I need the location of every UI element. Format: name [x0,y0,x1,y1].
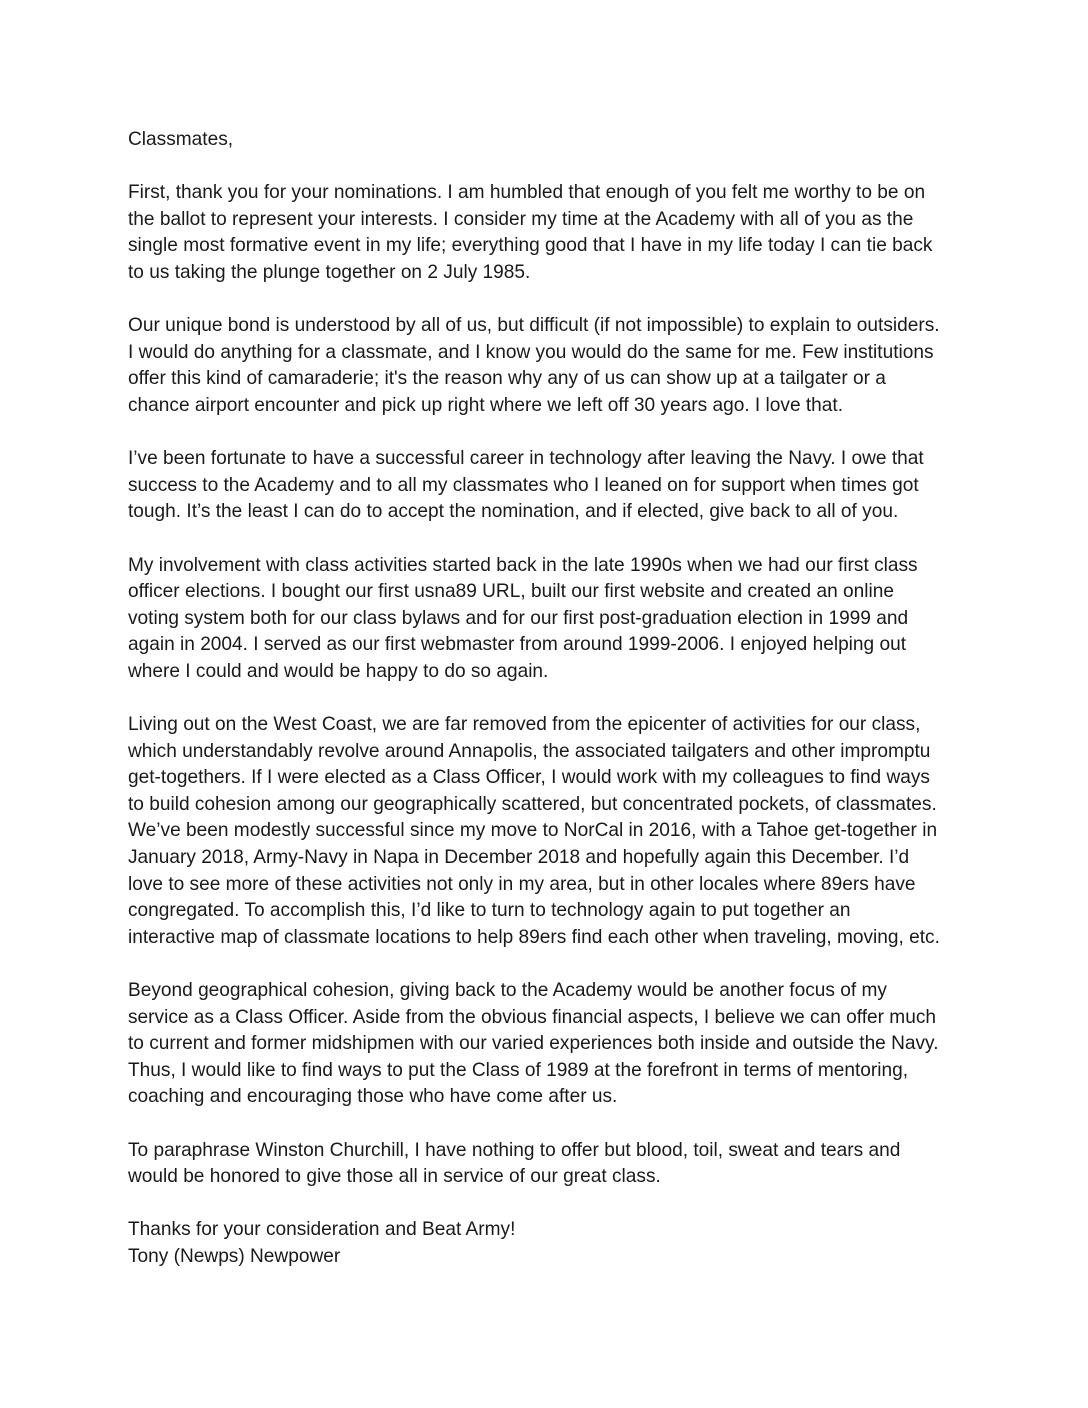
closing-block [128,1217,973,1270]
text-line: to build cohesion among our geographically scattered, but concentrated pockets, of classmates. [128,793,937,815]
text-line: to current and former midshipmen with our varied experiences both inside and outside the Navy. [128,1033,939,1055]
text-line: January 2018, Army-Navy in Napa in December 2018 and hopefully again this December. I’d [128,847,910,869]
text-line: interactive map of classmate locations to help 89ers find each other when traveling, moving, etc. [128,926,940,948]
text-line: offer this kind of camaraderie; it's the reason why any of us can show up at a tailgater or a [128,368,886,390]
text-line: I’ve been fortunate to have a successful career in technology after leaving the Navy. I owe that [128,448,924,470]
text-line: to us taking the plunge together on 2 July 1985. [128,261,531,283]
salutation-text: Classmates, [128,129,234,150]
closing-line: Thanks for your consideration and Beat Army! [128,1219,516,1241]
text-line: To paraphrase Winston Churchill, I have nothing to offer but blood, toil, sweat and tears and [128,1139,901,1161]
text-line: congregated. To accomplish this, I’d like to turn to technology again to put together an [128,900,851,922]
text-line: success to the Academy and to all my classmates who I leaned on for support when times got [128,474,919,496]
paragraph-churchill [128,1138,973,1191]
text-line: Living out on the West Coast, we are far removed from the epicenter of activities for our class, [128,714,921,736]
paragraph-west-coast [128,712,973,951]
text-line: would be honored to give those all in service of our great class. [128,1166,661,1188]
text-line: love to see more of these activities not only in my area, but in other locales where 89ers have [128,873,916,895]
text-line: officer elections. I bought our first usna89 URL, built our first website and created an online [128,581,894,603]
letter-page [128,127,973,1297]
text-line: Our unique bond is understood by all of us, but difficult (if not impossible) to explain to outsiders. [128,315,940,337]
text-line: the ballot to represent your interests. I consider my time at the Academy with all of you as the [128,208,914,230]
text-line: coaching and encouraging those who have come after us. [128,1086,618,1108]
text-line: which understandably revolve around Annapolis, the associated tailgaters and other impromptu [128,740,931,762]
text-line: tough. It’s the least I can do to accept the nomination, and if elected, give back to all of you. [128,501,899,523]
text-line: get-togethers. If I were elected as a Class Officer, I would work with my colleagues to find ways [128,767,930,789]
text-line: Thus, I would like to find ways to put the Class of 1989 at the forefront in terms of mentoring, [128,1059,909,1081]
paragraph-career [128,446,973,526]
paragraph-giving-back [128,978,973,1111]
paragraph-involvement [128,553,973,686]
text-line: service as a Class Officer. Aside from the obvious financial aspects, I believe we can offer much [128,1006,936,1028]
text-line: Beyond geographical cohesion, giving back to the Academy would be another focus of my [128,980,887,1001]
text-line: chance airport encounter and pick up right where we left off 30 years ago. I love that. [128,394,844,416]
text-line: We’ve been modestly successful since my move to NorCal in 2016, with a Tahoe get-together in [128,820,938,842]
text-line: single most formative event in my life; everything good that I have in my life today I can tie back [128,235,933,257]
text-line: I would do anything for a classmate, and I know you would do the same for me. Few institutions [128,341,934,363]
text-line: My involvement with class activities started back in the late 1990s when we had our first class [128,554,918,576]
text-line: where I could and would be happy to do so again. [128,660,549,682]
paragraph-thanks [128,180,973,286]
text-line: voting system both for our class bylaws and for our first post-graduation election in 1999 and [128,607,909,629]
text-line: First, thank you for your nominations. I am humbled that enough of you felt me worthy to be on [128,182,926,204]
signature-line: Tony (Newps) Newpower [128,1245,341,1267]
text-line: again in 2004. I served as our first webmaster from around 1999-2006. I enjoyed helping out [128,634,907,656]
salutation [128,127,973,154]
paragraph-bond [128,313,973,419]
